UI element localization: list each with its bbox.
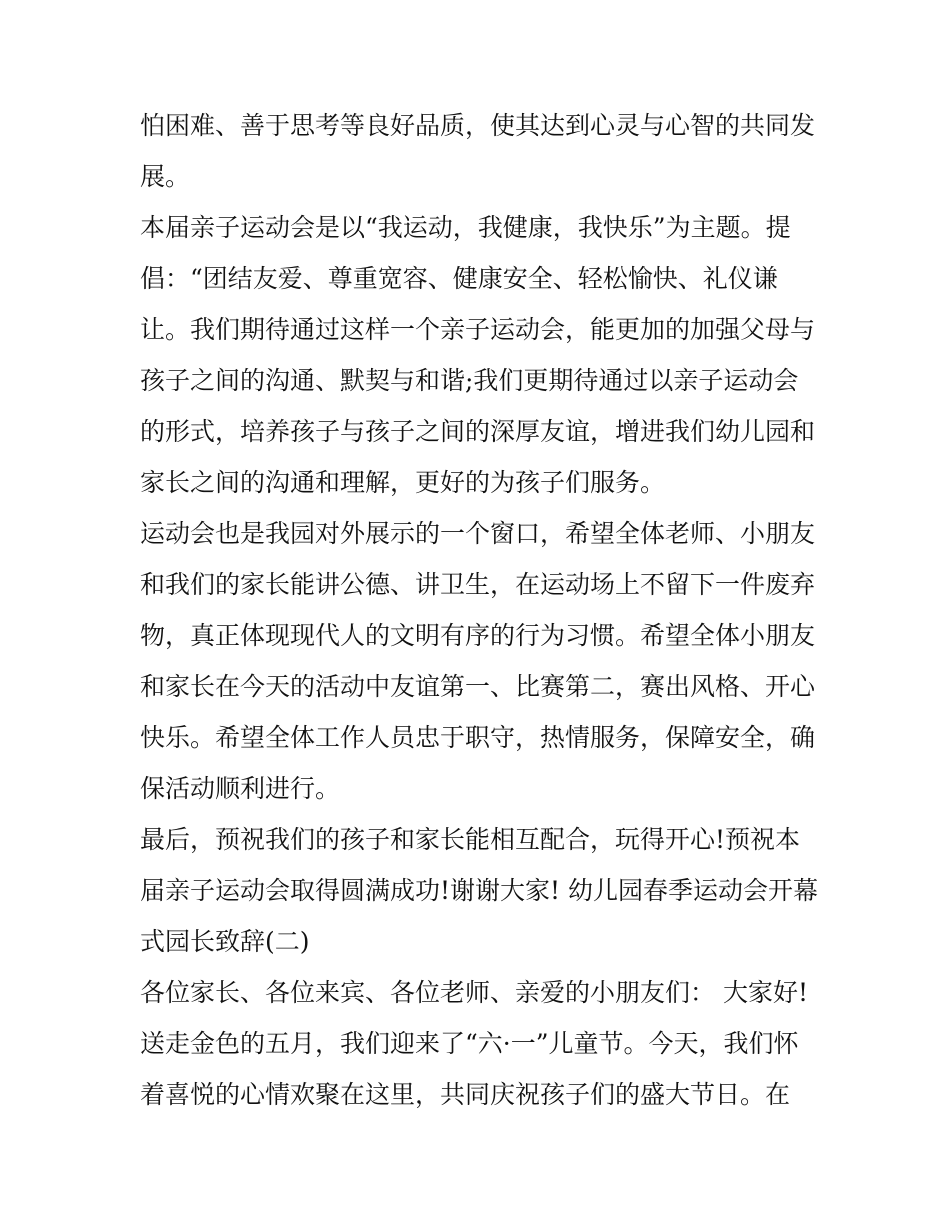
text-line: 届亲子运动会取得圆满成功!谢谢大家! 幼儿园春季运动会开幕 xyxy=(140,876,819,905)
text-line: 孩子之间的沟通、默契与和谐;我们更期待通过以亲子运动会 xyxy=(140,366,799,395)
text-line: 各位家长、各位来宾、各位老师、亲爱的小朋友们： 大家好! xyxy=(140,978,808,1007)
text-line: 保活动顺利进行。 xyxy=(140,774,341,803)
text-line: 让。我们期待通过这样一个亲子运动会，能更加的加强父母与 xyxy=(140,315,816,344)
text-line: 的形式，培养孩子与孩子之间的深厚友谊，增进我们幼儿园和 xyxy=(140,417,816,446)
text-line: 和家长在今天的活动中友谊第一、比赛第二，赛出风格、开心 xyxy=(140,672,816,701)
text-line: 运动会也是我园对外展示的一个窗口，希望全体老师、小朋友 xyxy=(140,519,816,548)
text-line: 最后，预祝我们的孩子和家长能相互配合，玩得开心!预祝本 xyxy=(140,825,801,854)
text-line: 物，真正体现现代人的文明有序的行为习惯。希望全体小朋友 xyxy=(140,621,816,650)
text-line: 送走金色的五月，我们迎来了“六·一”儿童节。今天，我们怀 xyxy=(140,1029,799,1058)
text-line: 着喜悦的心情欢聚在这里，共同庆祝孩子们的盛大节日。在 xyxy=(140,1080,791,1109)
text-line: 怕困难、善于思考等良好品质，使其达到心灵与心智的共同发 xyxy=(140,111,816,140)
text-line: 家长之间的沟通和理解，更好的为孩子们服务。 xyxy=(140,468,666,497)
text-line: 本届亲子运动会是以“我运动，我健康，我快乐”为主题。提 xyxy=(140,213,791,242)
document-body-text xyxy=(140,100,820,1120)
text-line: 式园长致辞(二) xyxy=(140,927,310,956)
text-line: 倡：“团结友爱、尊重宽容、健康安全、轻松愉快、礼仪谦 xyxy=(140,264,778,293)
text-line: 展。 xyxy=(140,162,191,191)
text-line: 快乐。希望全体工作人员忠于职守，热情服务，保障安全，确 xyxy=(140,723,816,752)
text-line: 和我们的家长能讲公德、讲卫生，在运动场上不留下一件废弃 xyxy=(140,570,816,599)
